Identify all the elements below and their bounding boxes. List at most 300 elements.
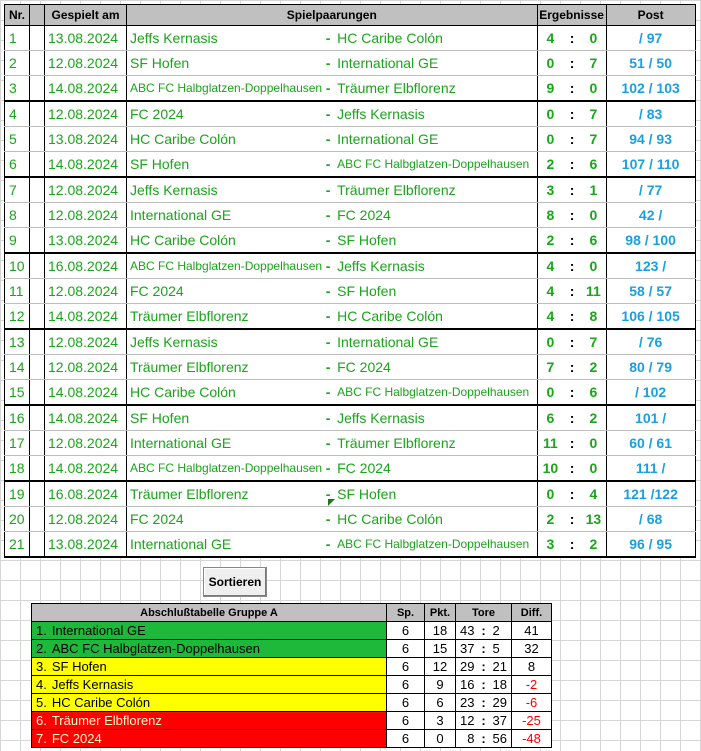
standings-goals-colon: : (478, 730, 490, 748)
match-number: 13 (5, 329, 30, 355)
match-row (5, 481, 696, 507)
standings-diff: 41 (512, 622, 552, 640)
match-number: 19 (5, 481, 30, 507)
home-goals: 0 (537, 329, 563, 355)
match-blank-cell (30, 304, 45, 330)
score-colon: : (563, 329, 581, 355)
score-colon: : (563, 127, 581, 152)
versus-dash: - (322, 203, 334, 228)
standings-team-name: HC Caribe Colón (51, 695, 151, 710)
header-date: Gespielt am (45, 5, 127, 26)
home-team: Träumer Elbflorenz (127, 304, 323, 330)
home-team: SF Hofen (127, 51, 323, 76)
match-blank-cell (30, 355, 45, 380)
standings-diff: 8 (512, 658, 552, 676)
sort-button[interactable]: Sortieren (203, 567, 267, 597)
home-team: SF Hofen (127, 405, 323, 431)
match-date: 12.08.2024 (45, 329, 127, 355)
match-row (5, 76, 696, 102)
match-row (5, 26, 696, 51)
match-number: 8 (5, 203, 30, 228)
match-date: 12.08.2024 (45, 203, 127, 228)
match-blank-cell (30, 51, 45, 76)
score-colon: : (563, 101, 581, 127)
home-team: Jeffs Kernasis (127, 329, 323, 355)
score-colon: : (563, 431, 581, 456)
standings-diff: -2 (512, 676, 552, 694)
away-team: Träumer Elbflorenz (334, 76, 537, 102)
away-team: SF Hofen (334, 228, 537, 254)
home-team: FC 2024 (127, 279, 323, 304)
match-row (5, 101, 696, 127)
score-colon: : (563, 481, 581, 507)
home-goals: 9 (537, 76, 563, 102)
home-team: HC Caribe Colón (127, 127, 323, 152)
match-row (5, 380, 696, 406)
standings-row (32, 622, 552, 640)
standings-played: 6 (387, 712, 425, 730)
standings-header-sp: Sp. (387, 604, 425, 622)
match-number: 6 (5, 152, 30, 178)
standings-goals-against: 21 (490, 658, 512, 676)
match-number: 9 (5, 228, 30, 254)
match-row (5, 329, 696, 355)
away-goals: 0 (581, 253, 606, 279)
standings-row (32, 640, 552, 658)
match-number: 10 (5, 253, 30, 279)
post-value: / 77 (606, 177, 695, 203)
match-number: 3 (5, 76, 30, 102)
standings-row (32, 658, 552, 676)
away-goals: 7 (581, 127, 606, 152)
standings-rank: 1. (36, 623, 47, 638)
away-goals: 6 (581, 228, 606, 254)
header-result: Ergebnisse (537, 5, 606, 26)
standings-goals-for: 29 (456, 658, 478, 676)
match-date: 13.08.2024 (45, 532, 127, 558)
away-goals: 7 (581, 51, 606, 76)
header-row (5, 5, 696, 26)
match-blank-cell (30, 101, 45, 127)
score-colon: : (563, 51, 581, 76)
match-blank-cell (30, 431, 45, 456)
away-team: FC 2024 (334, 355, 537, 380)
standings-rank: 2. (36, 641, 47, 656)
home-goals: 4 (537, 253, 563, 279)
post-value: 96 / 95 (606, 532, 695, 558)
post-value: 102 / 103 (606, 76, 695, 102)
versus-dash: - (322, 329, 334, 355)
standings-header-diff: Diff. (512, 604, 552, 622)
match-blank-cell (30, 456, 45, 482)
standings-row (32, 730, 552, 748)
score-colon: : (563, 405, 581, 431)
standings-title: Abschlußtabelle Gruppe A (32, 604, 387, 622)
home-team: SF Hofen (127, 152, 323, 178)
standings-goals-for: 23 (456, 694, 478, 712)
away-team: SF Hofen (334, 279, 537, 304)
home-goals: 7 (537, 355, 563, 380)
versus-dash: - (322, 26, 334, 51)
standings-team (32, 730, 387, 748)
away-goals: 2 (581, 532, 606, 558)
away-goals: 2 (581, 405, 606, 431)
match-rows (5, 26, 696, 558)
match-date: 13.08.2024 (45, 26, 127, 51)
match-blank-cell (30, 532, 45, 558)
match-number: 1 (5, 26, 30, 51)
versus-dash: - (322, 355, 334, 380)
match-blank-cell (30, 152, 45, 178)
match-number: 20 (5, 507, 30, 532)
standings-goals-colon: : (478, 712, 490, 730)
standings-goals-against: 37 (490, 712, 512, 730)
away-team: Jeffs Kernasis (334, 101, 537, 127)
match-date: 14.08.2024 (45, 456, 127, 482)
standings-rank: 7. (36, 731, 47, 746)
match-date: 14.08.2024 (45, 76, 127, 102)
home-team: HC Caribe Colón (127, 228, 323, 254)
standings-played: 6 (387, 640, 425, 658)
home-goals: 4 (537, 26, 563, 51)
standings-header-pkt: Pkt. (425, 604, 456, 622)
versus-dash: - (322, 177, 334, 203)
match-date: 13.08.2024 (45, 127, 127, 152)
standings-diff: -48 (512, 730, 552, 748)
post-value: 98 / 100 (606, 228, 695, 254)
match-date: 14.08.2024 (45, 304, 127, 330)
match-number: 2 (5, 51, 30, 76)
versus-dash: - (322, 101, 334, 127)
match-date: 16.08.2024 (45, 481, 127, 507)
score-colon: : (563, 228, 581, 254)
match-number: 16 (5, 405, 30, 431)
away-goals: 13 (581, 507, 606, 532)
versus-dash: - (322, 405, 334, 431)
away-goals: 0 (581, 431, 606, 456)
match-number: 18 (5, 456, 30, 482)
away-team: Jeffs Kernasis (334, 405, 537, 431)
away-team: Träumer Elbflorenz (334, 431, 537, 456)
standings-goals-colon: : (478, 694, 490, 712)
away-team: Jeffs Kernasis (334, 253, 537, 279)
match-date: 14.08.2024 (45, 405, 127, 431)
post-value: 51 / 50 (606, 51, 695, 76)
home-team: Jeffs Kernasis (127, 177, 323, 203)
standings-points: 9 (425, 676, 456, 694)
match-blank-cell (30, 228, 45, 254)
standings-diff: -6 (512, 694, 552, 712)
standings-team-name: ABC FC Halbglatzen-Doppelhausen (51, 641, 260, 656)
away-team: Träumer Elbflorenz (334, 177, 537, 203)
away-goals: 7 (581, 101, 606, 127)
match-blank-cell (30, 329, 45, 355)
match-number: 17 (5, 431, 30, 456)
match-date: 12.08.2024 (45, 507, 127, 532)
standings-goals-against: 2 (490, 622, 512, 640)
home-goals: 0 (537, 481, 563, 507)
match-number: 4 (5, 101, 30, 127)
standings-played: 6 (387, 676, 425, 694)
home-team: FC 2024 (127, 101, 323, 127)
away-team: International GE (334, 51, 537, 76)
score-colon: : (563, 253, 581, 279)
header-nr: Nr. (5, 5, 30, 26)
standings-diff: -25 (512, 712, 552, 730)
home-goals: 6 (537, 405, 563, 431)
post-value: 58 / 57 (606, 279, 695, 304)
match-blank-cell (30, 279, 45, 304)
away-team: International GE (334, 127, 537, 152)
standings-goals-colon: : (478, 676, 490, 694)
match-date: 12.08.2024 (45, 177, 127, 203)
away-goals: 2 (581, 355, 606, 380)
away-team: ABC FC Halbglatzen-Doppelhausen (334, 152, 537, 178)
match-number: 11 (5, 279, 30, 304)
standings-team (32, 712, 387, 730)
standings-goals-for: 12 (456, 712, 478, 730)
away-team: HC Caribe Colón (334, 304, 537, 330)
standings-goals-for: 37 (456, 640, 478, 658)
versus-dash: - (322, 279, 334, 304)
versus-dash: - (322, 253, 334, 279)
score-colon: : (563, 304, 581, 330)
match-row (5, 51, 696, 76)
home-goals: 4 (537, 304, 563, 330)
match-row (5, 304, 696, 330)
standings-rank: 6. (36, 713, 47, 728)
standings-goals-against: 18 (490, 676, 512, 694)
standings-goals-colon: : (478, 622, 490, 640)
standings-goals-against: 56 (490, 730, 512, 748)
standings-goals-for: 43 (456, 622, 478, 640)
match-blank-cell (30, 76, 45, 102)
match-row (5, 152, 696, 178)
away-team: FC 2024 (334, 456, 537, 482)
versus-dash: - (322, 304, 334, 330)
standings-team-name: Träumer Elbflorenz (51, 713, 162, 728)
match-row (5, 431, 696, 456)
home-team: International GE (127, 431, 323, 456)
versus-dash: - (322, 76, 334, 102)
away-team: HC Caribe Colón (334, 507, 537, 532)
standings-points: 12 (425, 658, 456, 676)
match-number: 15 (5, 380, 30, 406)
score-colon: : (563, 380, 581, 406)
match-number: 7 (5, 177, 30, 203)
post-value: 80 / 79 (606, 355, 695, 380)
match-row (5, 507, 696, 532)
home-team: ABC FC Halbglatzen-Doppelhausen (127, 253, 323, 279)
away-goals: 0 (581, 203, 606, 228)
match-date: 16.08.2024 (45, 253, 127, 279)
home-team: Jeffs Kernasis (127, 26, 323, 51)
away-goals: 4 (581, 481, 606, 507)
home-goals: 0 (537, 101, 563, 127)
away-team: ABC FC Halbglatzen-Doppelhausen (334, 532, 537, 558)
standings-points: 3 (425, 712, 456, 730)
home-goals: 8 (537, 203, 563, 228)
away-team: HC Caribe Colón (334, 26, 537, 51)
standings-goals-colon: : (478, 658, 490, 676)
home-goals: 2 (537, 507, 563, 532)
match-blank-cell (30, 405, 45, 431)
versus-dash: - (322, 51, 334, 76)
standings-rank: 3. (36, 659, 47, 674)
standings-header-tore: Tore (456, 604, 512, 622)
versus-dash: - (322, 152, 334, 178)
post-value: / 102 (606, 380, 695, 406)
standings-team-name: SF Hofen (51, 659, 107, 674)
versus-dash: - (322, 481, 334, 507)
away-goals: 0 (581, 456, 606, 482)
home-team: Träumer Elbflorenz (127, 355, 323, 380)
standings-goals-against: 5 (490, 640, 512, 658)
home-goals: 0 (537, 127, 563, 152)
standings-points: 18 (425, 622, 456, 640)
away-goals: 11 (581, 279, 606, 304)
post-value: 107 / 110 (606, 152, 695, 178)
post-value: 42 / (606, 203, 695, 228)
match-number: 5 (5, 127, 30, 152)
match-number: 14 (5, 355, 30, 380)
standings-played: 6 (387, 658, 425, 676)
comment-indicator (328, 499, 335, 506)
post-value: 121 /122 (606, 481, 695, 507)
score-colon: : (563, 76, 581, 102)
score-colon: : (563, 532, 581, 558)
standings-rows (32, 622, 552, 748)
score-colon: : (563, 456, 581, 482)
match-blank-cell (30, 26, 45, 51)
match-row (5, 203, 696, 228)
standings-team (32, 676, 387, 694)
match-date: 12.08.2024 (45, 431, 127, 456)
post-value: 123 / (606, 253, 695, 279)
standings-table (31, 603, 552, 748)
post-value: 106 / 105 (606, 304, 695, 330)
home-team: FC 2024 (127, 507, 323, 532)
post-value: / 68 (606, 507, 695, 532)
versus-dash: - (322, 380, 334, 406)
match-row (5, 355, 696, 380)
home-goals: 11 (537, 431, 563, 456)
away-goals: 8 (581, 304, 606, 330)
away-team: International GE (334, 329, 537, 355)
match-date: 12.08.2024 (45, 51, 127, 76)
match-schedule-table (4, 4, 696, 558)
standings-team-name: International GE (51, 623, 146, 638)
home-goals: 3 (537, 532, 563, 558)
standings-diff: 32 (512, 640, 552, 658)
standings-rank: 4. (36, 677, 47, 692)
away-goals: 6 (581, 152, 606, 178)
score-colon: : (563, 279, 581, 304)
match-blank-cell (30, 481, 45, 507)
match-blank-cell (30, 507, 45, 532)
standings-goals-for: 8 (456, 730, 478, 748)
home-team: ABC FC Halbglatzen-Doppelhausen (127, 456, 323, 482)
home-team: ABC FC Halbglatzen-Doppelhausen (127, 76, 323, 102)
versus-dash: - (322, 431, 334, 456)
match-number: 12 (5, 304, 30, 330)
match-row (5, 253, 696, 279)
away-goals: 6 (581, 380, 606, 406)
standings-played: 6 (387, 730, 425, 748)
versus-dash: - (322, 507, 334, 532)
match-date: 12.08.2024 (45, 101, 127, 127)
home-goals: 2 (537, 152, 563, 178)
home-team: International GE (127, 203, 323, 228)
post-value: 101 / (606, 405, 695, 431)
post-value: 94 / 93 (606, 127, 695, 152)
match-date: 14.08.2024 (45, 152, 127, 178)
standings-points: 0 (425, 730, 456, 748)
standings-played: 6 (387, 622, 425, 640)
home-goals: 0 (537, 51, 563, 76)
header-pairing: Spielpaarungen (127, 5, 538, 26)
away-goals: 7 (581, 329, 606, 355)
match-row (5, 532, 696, 558)
standings-played: 6 (387, 694, 425, 712)
score-colon: : (563, 355, 581, 380)
match-date: 13.08.2024 (45, 228, 127, 254)
match-blank-cell (30, 203, 45, 228)
match-blank-cell (30, 177, 45, 203)
home-team: Träumer Elbflorenz (127, 481, 323, 507)
standings-team (32, 694, 387, 712)
home-goals: 10 (537, 456, 563, 482)
away-goals: 0 (581, 26, 606, 51)
standings-goals-for: 16 (456, 676, 478, 694)
match-date: 14.08.2024 (45, 380, 127, 406)
header-blank (30, 5, 45, 26)
post-value: / 83 (606, 101, 695, 127)
post-value: 111 / (606, 456, 695, 482)
versus-dash: - (322, 127, 334, 152)
away-team: SF Hofen (334, 481, 537, 507)
standings-team (32, 640, 387, 658)
standings-row (32, 676, 552, 694)
standings-goals-colon: : (478, 640, 490, 658)
home-goals: 3 (537, 177, 563, 203)
score-colon: : (563, 177, 581, 203)
standings-team (32, 622, 387, 640)
match-row (5, 456, 696, 482)
score-colon: : (563, 152, 581, 178)
away-goals: 0 (581, 76, 606, 102)
home-goals: 0 (537, 380, 563, 406)
standings-points: 6 (425, 694, 456, 712)
match-row (5, 228, 696, 254)
standings-row (32, 694, 552, 712)
standings-header-row (32, 604, 552, 622)
match-row (5, 405, 696, 431)
home-goals: 4 (537, 279, 563, 304)
match-blank-cell (30, 380, 45, 406)
match-row (5, 177, 696, 203)
standings-row (32, 712, 552, 730)
score-colon: : (563, 26, 581, 51)
standings-goals-against: 29 (490, 694, 512, 712)
away-team: FC 2024 (334, 203, 537, 228)
standings-rank: 5. (36, 695, 47, 710)
away-team: ABC FC Halbglatzen-Doppelhausen (334, 380, 537, 406)
versus-dash: - (322, 532, 334, 558)
away-goals: 1 (581, 177, 606, 203)
match-date: 12.08.2024 (45, 279, 127, 304)
standings-team (32, 658, 387, 676)
